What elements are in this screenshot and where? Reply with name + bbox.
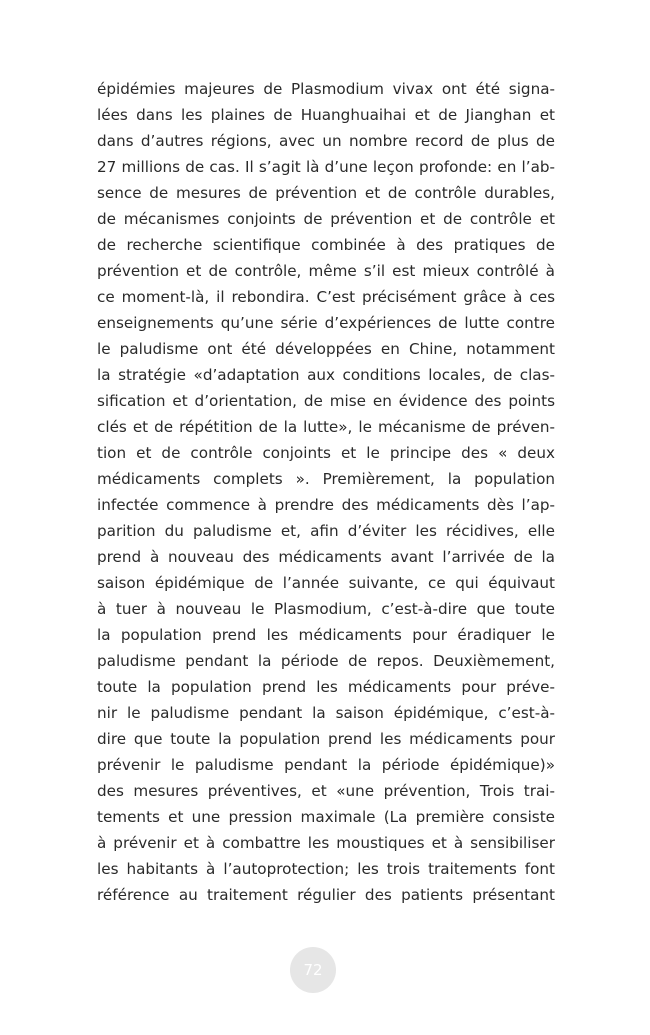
text-line: ce moment-là, il rebondira. C’est précisément grâce à ces bbox=[97, 288, 555, 306]
text-line: à prévenir et à combattre les moustiques et à sensibiliser bbox=[97, 834, 555, 852]
text-line: sification et d’orientation, de mise en évidence des points bbox=[97, 392, 555, 410]
text-line: prévention et de contrôle, même s’il est mieux contrôlé à bbox=[97, 262, 555, 280]
page-number-badge bbox=[290, 947, 336, 993]
text-line: 27 millions de cas. Il s’agit là d’une leçon profonde: en l’ab- bbox=[97, 158, 555, 176]
text-line: prévenir le paludisme pendant la période épidémique)» bbox=[97, 756, 555, 774]
text-line: de mécanismes conjoints de prévention et de contrôle et bbox=[97, 210, 555, 228]
text-line: médicaments complets ». Premièrement, la population bbox=[97, 470, 555, 488]
text-line: infectée commence à prendre des médicaments dès l’ap- bbox=[97, 496, 555, 514]
text-line: la stratégie «d’adaptation aux conditions locales, de clas- bbox=[97, 366, 555, 384]
text-line: paludisme pendant la période de repos. Deuxièmement, bbox=[97, 652, 555, 670]
text-line: les habitants à l’autoprotection; les trois traitements font bbox=[97, 860, 555, 878]
text-line: des mesures préventives, et «une prévention, Trois trai- bbox=[97, 782, 555, 800]
text-line: parition du paludisme et, afin d’éviter les récidives, elle bbox=[97, 522, 555, 540]
text-line: sence de mesures de prévention et de contrôle durables, bbox=[97, 184, 555, 202]
text-line: dire que toute la population prend les médicaments pour bbox=[97, 730, 555, 748]
text-line: saison épidémique de l’année suivante, ce qui équivaut bbox=[97, 574, 555, 592]
text-line: clés et de répétition de la lutte», le mécanisme de préven- bbox=[97, 418, 555, 436]
page-number: 72 bbox=[303, 961, 323, 979]
text-line: nir le paludisme pendant la saison épidémique, c’est-à- bbox=[97, 704, 555, 722]
text-line: à tuer à nouveau le Plasmodium, c’est-à-dire que toute bbox=[97, 600, 555, 618]
text-line: enseignements qu’une série d’expériences de lutte contre bbox=[97, 314, 555, 332]
text-line: tements et une pression maximale (La première consiste bbox=[97, 808, 555, 826]
text-line: dans d’autres régions, avec un nombre record de plus de bbox=[97, 132, 555, 150]
text-line: référence au traitement régulier des patients présentant bbox=[97, 886, 555, 904]
text-line: de recherche scientifique combinée à des pratiques de bbox=[97, 236, 555, 254]
body-text bbox=[97, 76, 555, 908]
text-line: le paludisme ont été développées en Chine, notamment bbox=[97, 340, 555, 358]
text-line: prend à nouveau des médicaments avant l’arrivée de la bbox=[97, 548, 555, 566]
text-line: épidémies majeures de Plasmodium vivax ont été signa- bbox=[97, 80, 555, 98]
text-line: toute la population prend les médicaments pour préve- bbox=[97, 678, 555, 696]
text-line: lées dans les plaines de Huanghuaihai et de Jianghan et bbox=[97, 106, 555, 124]
text-line: tion et de contrôle conjoints et le principe des « deux bbox=[97, 444, 555, 462]
text-line: la population prend les médicaments pour éradiquer le bbox=[97, 626, 555, 644]
